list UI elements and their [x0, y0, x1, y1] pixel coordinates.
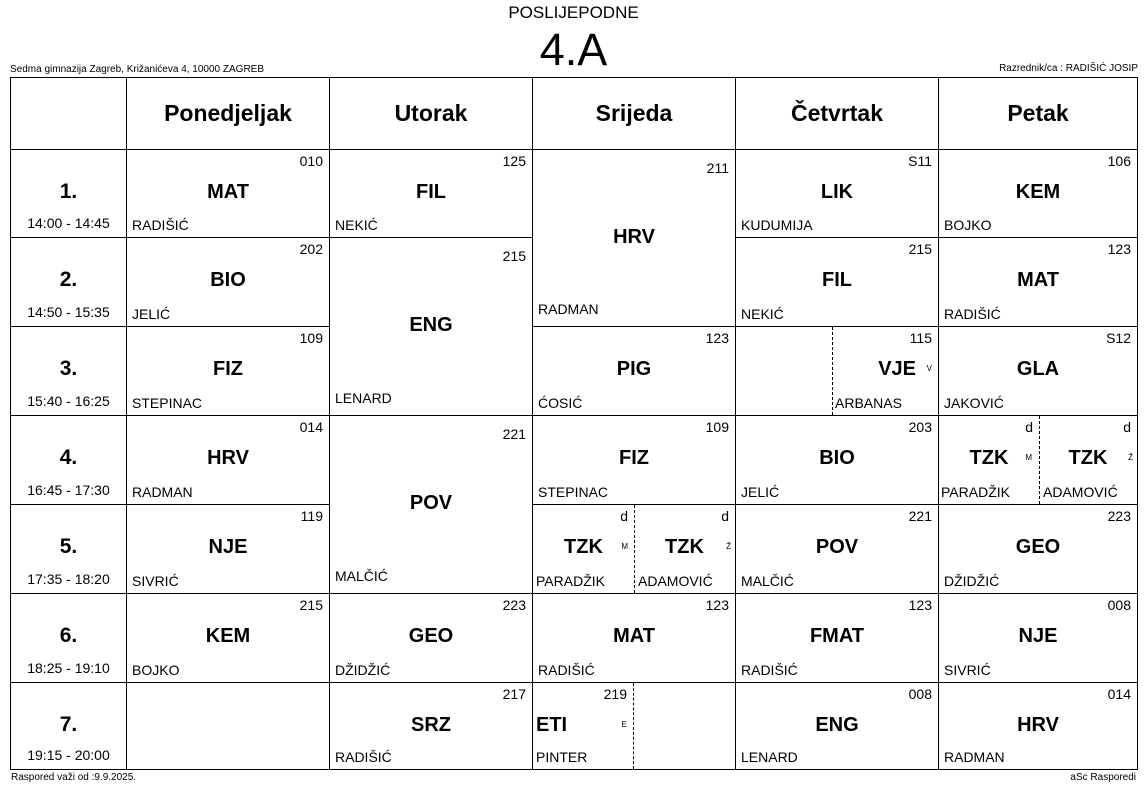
teacher: RADIŠIĆ [944, 306, 1001, 322]
day-header-monday: Ponedjeljak [127, 78, 330, 150]
group-tag: V [926, 364, 932, 373]
group-tag: E [621, 720, 627, 729]
group-tag: M [621, 542, 628, 551]
teacher: LENARD [335, 390, 392, 406]
teacher: PINTER [536, 749, 588, 765]
teacher: LENARD [741, 749, 798, 765]
lesson-fri-4-split [939, 416, 1137, 505]
lesson-tue-4-5[interactable] [330, 416, 533, 594]
subject: TZK [665, 536, 704, 558]
subject: POV [815, 536, 859, 558]
subject: NJE [208, 536, 248, 558]
subject: MAT [613, 625, 655, 647]
lesson-wed-3[interactable] [533, 327, 736, 416]
subject: FIL [822, 269, 852, 291]
room: 008 [1107, 597, 1131, 613]
corner-cell [11, 78, 127, 150]
lesson-thu-2[interactable] [736, 238, 939, 327]
lesson-wed-4[interactable] [533, 416, 736, 505]
room: 221 [908, 508, 932, 524]
teacher: DŽIDŽIĆ [335, 662, 391, 678]
room: 203 [908, 419, 932, 435]
lesson-fri-3[interactable] [939, 327, 1137, 416]
teacher: STEPINAC [132, 395, 203, 411]
day-header-thursday: Četvrtak [736, 78, 939, 150]
subject: NJE [1018, 625, 1058, 647]
room: 010 [299, 153, 323, 169]
lesson-fri-1[interactable] [939, 150, 1137, 238]
lesson-fri-7[interactable] [939, 683, 1137, 769]
teacher: JELIĆ [132, 306, 171, 322]
period-4 [11, 416, 127, 505]
room: 217 [502, 686, 526, 702]
subject: FMAT [809, 625, 865, 647]
period-6 [11, 594, 127, 683]
teacher: MALČIĆ [741, 573, 794, 589]
lesson-mon-7-empty [127, 683, 330, 769]
lesson-wed-1-2[interactable] [533, 150, 736, 327]
room: 223 [1107, 508, 1131, 524]
lesson-thu-5[interactable] [736, 505, 939, 594]
day-header-friday: Petak [939, 78, 1137, 150]
room: 211 [706, 160, 729, 176]
lesson-thu-4[interactable] [736, 416, 939, 505]
teacher: SIVRIĆ [944, 662, 991, 678]
room: 014 [1107, 686, 1131, 702]
teacher: STEPINAC [538, 484, 609, 500]
lesson-mon-3[interactable] [127, 327, 330, 416]
room: 215 [908, 241, 932, 257]
subject: TZK [969, 447, 1009, 469]
period-2 [11, 238, 127, 327]
teacher: JAKOVIĆ [944, 395, 1004, 411]
teacher: ARBANAS [835, 395, 902, 411]
teacher: PARADŽIK [941, 484, 1010, 500]
room: 109 [705, 419, 729, 435]
lesson-thu-3-group-v[interactable] [832, 327, 938, 415]
timetable-grid [10, 77, 1138, 770]
subject: FIL [416, 181, 446, 203]
room: S12 [1106, 330, 1131, 346]
subject: GLA [1016, 358, 1060, 380]
subject: BIO [210, 269, 246, 291]
lesson-mon-1[interactable] [127, 150, 330, 238]
period-time: 14:50 - 15:35 [27, 304, 110, 320]
room: d [1025, 419, 1033, 435]
teacher: BOJKO [944, 217, 992, 233]
teacher: JELIĆ [741, 484, 780, 500]
subject: GEO [1015, 536, 1061, 558]
lesson-fri-4-group-z[interactable] [1039, 416, 1137, 504]
teacher: MALČIĆ [335, 568, 388, 584]
period-3 [11, 327, 127, 416]
room: d [1123, 419, 1131, 435]
room: S11 [908, 153, 932, 169]
subject: HRV [613, 226, 655, 248]
room: 223 [502, 597, 526, 613]
room: 014 [299, 419, 323, 435]
subject: LIK [820, 181, 854, 203]
room: 119 [300, 508, 323, 524]
teacher: ĆOSIĆ [538, 395, 583, 411]
subject: MAT [207, 181, 249, 203]
room: 109 [299, 330, 323, 346]
teacher: RADIŠIĆ [335, 749, 392, 765]
teacher: NEKIĆ [741, 306, 784, 322]
teacher: RADIŠIĆ [132, 217, 189, 233]
teacher: NEKIĆ [335, 217, 378, 233]
software-credit: aSc Rasporedi [1070, 772, 1136, 783]
lesson-thu-6[interactable] [736, 594, 939, 683]
subject: FIZ [619, 447, 649, 469]
group-tag: Ž [1128, 453, 1133, 462]
period-1 [11, 150, 127, 238]
lesson-mon-4[interactable] [127, 416, 330, 505]
period-number: 5. [59, 535, 78, 558]
room: 123 [705, 597, 729, 613]
room: 215 [502, 248, 526, 264]
room: 008 [908, 686, 932, 702]
lesson-thu-1[interactable] [736, 150, 939, 238]
lesson-fri-2[interactable] [939, 238, 1137, 327]
day-header-wednesday: Srijeda [533, 78, 736, 150]
lesson-wed-5-split [533, 505, 736, 594]
lesson-wed-5-group-m[interactable] [533, 505, 635, 593]
validity-note: Raspored važi od :9.9.2025. [11, 772, 137, 783]
lesson-wed-7 [533, 683, 736, 769]
subject: HRV [1017, 714, 1059, 736]
lesson-wed-5-group-z[interactable] [634, 505, 735, 593]
shift-label: POSLIJEPODNE [508, 3, 639, 22]
subject: TZK [564, 536, 603, 558]
homeroom-teacher: Razrednik/ca : RADIŠIĆ JOSIP [999, 63, 1138, 74]
class-title: 4.A [539, 24, 608, 75]
teacher: RADMAN [944, 749, 1005, 765]
room: 219 [603, 686, 627, 702]
period-time: 19:15 - 20:00 [27, 747, 110, 763]
subject: ETI [536, 714, 568, 736]
subject: KEM [205, 625, 251, 647]
period-time: 17:35 - 18:20 [27, 571, 110, 587]
period-5 [11, 505, 127, 594]
period-number: 4. [59, 446, 78, 469]
subject: KEM [1015, 181, 1061, 203]
room: 202 [299, 241, 323, 257]
period-number: 3. [59, 357, 78, 380]
lesson-fri-6[interactable] [939, 594, 1137, 683]
room: 123 [908, 597, 932, 613]
lesson-thu-3 [736, 327, 939, 416]
lesson-wed-6[interactable] [533, 594, 736, 683]
teacher: PARADŽIK [536, 573, 605, 589]
lesson-tue-2-3[interactable] [330, 238, 533, 416]
lesson-mon-5[interactable] [127, 505, 330, 594]
subject: BIO [819, 447, 855, 469]
subject: GEO [408, 625, 454, 647]
teacher: DŽIDŽIĆ [944, 573, 1000, 589]
group-tag: Ž [726, 542, 731, 551]
period-number: 1. [59, 180, 78, 203]
subject: MAT [1017, 269, 1059, 291]
room: 123 [1107, 241, 1131, 257]
subject: ENG [815, 714, 859, 736]
subject: HRV [207, 447, 249, 469]
teacher: BOJKO [132, 662, 180, 678]
lesson-mon-2[interactable] [127, 238, 330, 327]
school-info: Sedma gimnazija Zagreb, Križanićeva 4, 10000 ZAGREB [10, 64, 265, 75]
teacher: RADMAN [132, 484, 193, 500]
subject: TZK [1068, 447, 1108, 469]
room: 115 [909, 330, 932, 346]
room: 106 [1107, 153, 1131, 169]
room: 125 [502, 153, 526, 169]
room: 123 [705, 330, 729, 346]
period-time: 16:45 - 17:30 [27, 482, 110, 498]
period-7 [11, 683, 127, 769]
lesson-tue-7[interactable] [330, 683, 533, 769]
period-number: 2. [59, 268, 78, 291]
period-number: 6. [59, 624, 78, 647]
lesson-tue-1[interactable] [330, 150, 533, 238]
teacher: RADIŠIĆ [538, 662, 595, 678]
teacher: ADAMOVIĆ [638, 573, 713, 589]
period-number: 7. [59, 713, 78, 736]
room: d [721, 508, 729, 524]
group-tag: M [1025, 453, 1032, 462]
room: d [620, 508, 628, 524]
room: 221 [502, 426, 526, 442]
lesson-fri-5[interactable] [939, 505, 1137, 594]
lesson-thu-7[interactable] [736, 683, 939, 769]
subject: SRZ [411, 714, 451, 736]
lesson-tue-6[interactable] [330, 594, 533, 683]
lesson-wed-7-group-e[interactable] [533, 683, 634, 769]
room: 215 [299, 597, 323, 613]
period-time: 15:40 - 16:25 [27, 393, 110, 409]
period-time: 18:25 - 19:10 [27, 660, 110, 676]
teacher: RADMAN [538, 301, 599, 317]
teacher: ADAMOVIĆ [1043, 484, 1118, 500]
teacher: RADIŠIĆ [741, 662, 798, 678]
period-time: 14:00 - 14:45 [27, 215, 110, 231]
subject: PIG [616, 358, 652, 380]
subject: ENG [409, 314, 453, 336]
subject: POV [409, 492, 453, 514]
lesson-mon-6[interactable] [127, 594, 330, 683]
teacher: KUDUMIJA [741, 217, 813, 233]
day-header-tuesday: Utorak [330, 78, 533, 150]
subject: FIZ [213, 358, 243, 380]
lesson-fri-4-group-m[interactable] [939, 416, 1040, 504]
teacher: SIVRIĆ [132, 573, 179, 589]
subject: VJE [878, 358, 916, 380]
